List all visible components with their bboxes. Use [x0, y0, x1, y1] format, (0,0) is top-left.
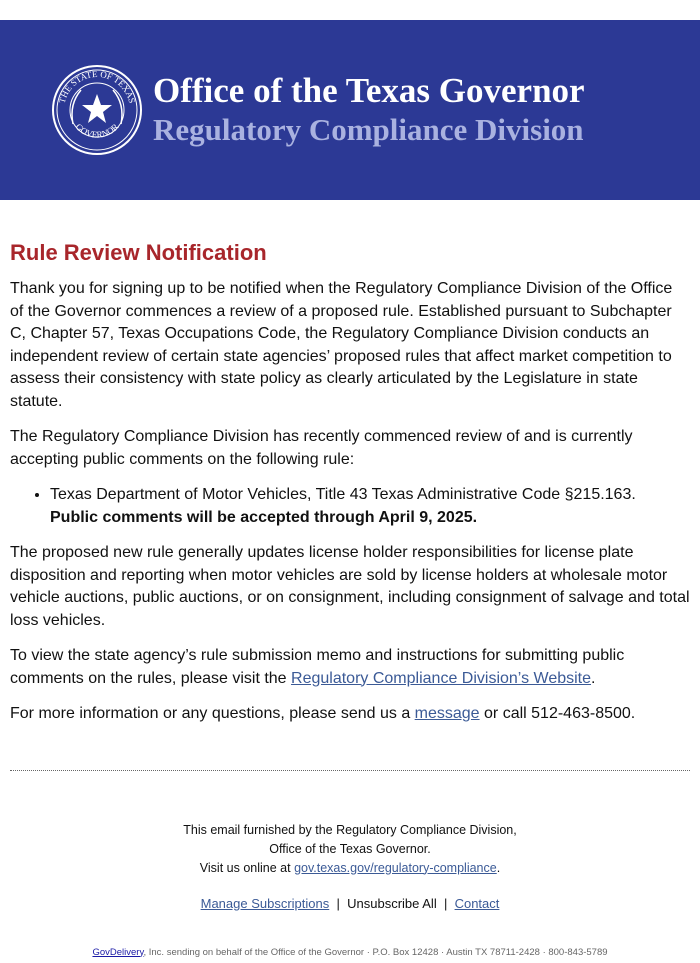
- subscription-links: [10, 894, 690, 913]
- govdelivery-link[interactable]: GovDelivery: [92, 946, 144, 958]
- rule-list: [10, 484, 690, 529]
- header-banner: [0, 20, 700, 200]
- svg-text:GOVERNOR: GOVERNOR: [73, 121, 121, 140]
- contact-link[interactable]: Contact: [454, 895, 500, 911]
- rule-description: The proposed new rule generally updates license holder responsibilities for license plate disposition and reporting when motor vehicles are sold by license holders at wholesale motor vehicle auctions, public auctions, or on consignment, including consignment of salvage and total loss vehicles.: [10, 544, 690, 629]
- list-item: [50, 484, 690, 529]
- manage-subscriptions-link[interactable]: Manage Subscriptions: [200, 895, 330, 911]
- govdelivery-line: [10, 943, 690, 962]
- review-paragraph: The Regulatory Compliance Division has recently commenced review of and is currently accepting public comments on the following rule:: [10, 428, 633, 468]
- header-subtitle: Regulatory Compliance Division: [153, 112, 584, 147]
- text: To view the state agency’s rule submission memo and instructions for submitting public comments on the rules, please visit the: [10, 647, 625, 687]
- text: .: [496, 860, 501, 875]
- footer: [10, 821, 690, 962]
- header-title: Office of the Texas Governor: [153, 71, 585, 110]
- unsubscribe-all-link[interactable]: Unsubscribe All: [347, 895, 437, 911]
- footer-line: [10, 859, 690, 878]
- rcd-website-link[interactable]: Regulatory Compliance Division’s Website: [291, 669, 592, 687]
- email-body: [0, 240, 700, 962]
- rule-deadline: Public comments will be accepted through April 9, 2025.: [50, 508, 478, 526]
- website-link[interactable]: gov.texas.gov/regulatory-compliance: [294, 860, 497, 875]
- text: or call 512-463-8500.: [479, 705, 636, 722]
- website-paragraph: [10, 645, 690, 690]
- separator: |: [336, 895, 340, 911]
- top-spacer: [0, 0, 700, 20]
- text: For more information or any questions, please send us a: [10, 705, 415, 722]
- message-link[interactable]: message: [414, 705, 480, 722]
- svg-text:THE STATE OF TEXAS: THE STATE OF TEXAS: [56, 68, 138, 105]
- text: Visit us online at: [199, 860, 295, 875]
- separator: |: [443, 895, 448, 911]
- divider: [10, 770, 690, 771]
- rule-item-text: Texas Department of Motor Vehicles, Title 43 Texas Administrative Code §215.163.: [50, 486, 636, 503]
- page-title: Rule Review Notification: [10, 240, 267, 265]
- contact-paragraph: [10, 703, 690, 726]
- footer-line: Office of the Texas Governor.: [269, 841, 431, 856]
- texas-governor-seal-icon: [51, 64, 143, 156]
- intro-paragraph: Thank you for signing up to be notified when the Regulatory Compliance Division of the Office of the Governor commences a review of a proposed rule. Established pursuant to Subchapter C, Chapter 57, Texas Occupations Code, the Regulatory Compliance Division conducts an independent review of certain state agencies’ proposed rules that affect market competition to assess their consistency with state policy as clearly articulated by the Legislature in state statute.: [10, 280, 673, 410]
- text: , Inc. sending on behalf of the Office of the Governor · P.O. Box 12428 · Austin TX 78711-2428 · 800-843-5789: [143, 946, 608, 958]
- footer-line: This email furnished by the Regulatory Compliance Division,: [183, 822, 517, 837]
- text: .: [591, 669, 596, 687]
